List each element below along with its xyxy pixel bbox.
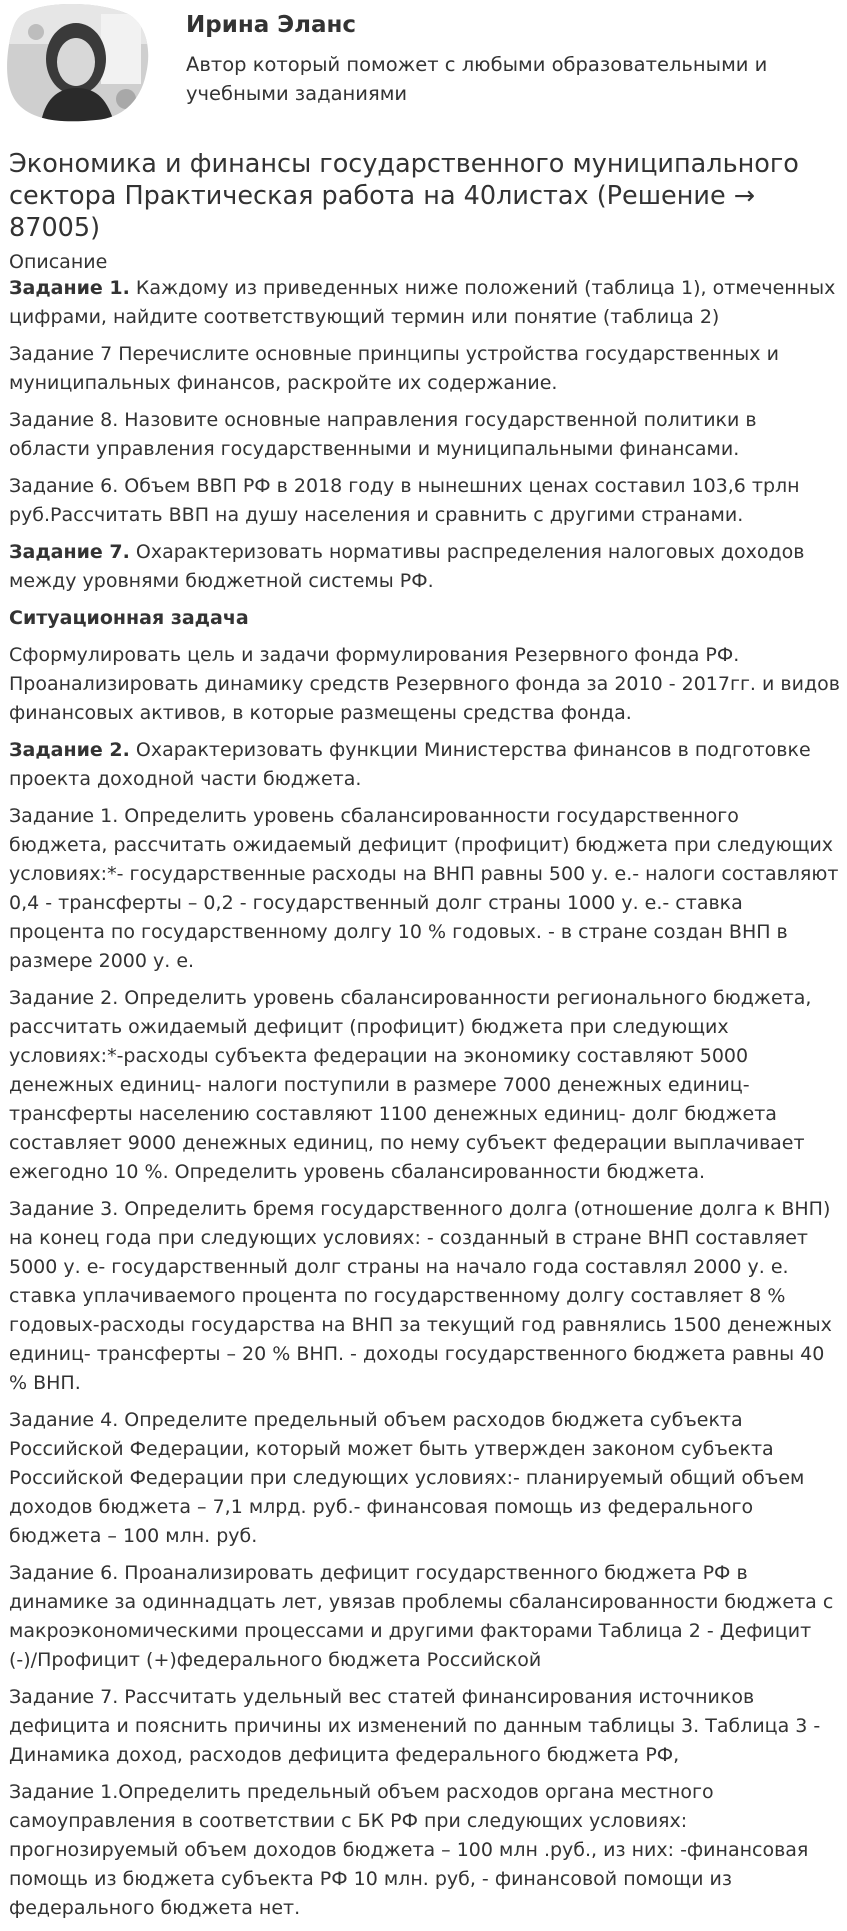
task-paragraph: Задание 8. Назовите основные направления государственной политики в области управления государственными и муниципальными финансами. — [9, 409, 757, 460]
task-paragraph: Задание 7. Охарактеризовать нормативы распределения налоговых доходов между уровнями бюджетной системы РФ. — [9, 541, 805, 592]
author-avatar[interactable] — [6, 4, 151, 122]
task-paragraph: Задание 2. Определить уровень сбалансированности регионального бюджета, рассчитать ожидаемый дефицит (профицит) бюджета при следующих условиях:*-расходы субъекта федерации на экономику составляют 5000 денежных единиц- налоги поступили в размере 7000 денежных единиц- трансферты населению составляют 1100 денежных единиц- долг бюджета составляет 9000 денежных единиц, по нему субъект федерации выплачивает ежегодно 10 %. Определить уровень сбалансированности бюджета. — [9, 987, 812, 1183]
task-paragraph: Задание 7. Рассчитать удельный вес статей финансирования источников дефицита и пояснить причины их изменений по данным таблицы 3. Таблица 3 - Динамика доход, расходов дефицита федерального бюджета РФ, — [9, 1686, 821, 1766]
main-content — [9, 148, 841, 1931]
situational-heading: Ситуационная задача — [9, 607, 249, 629]
situational-text: Сформулировать цель и задачи формулирования Резервного фонда РФ. Проанализировать динамику средств Резервного фонда за 2010 - 2017гг. и видов финансовых активов, в которые размещены средства фонда. — [9, 644, 840, 724]
task-paragraph: Задание 1. Каждому из приведенных ниже положений (таблица 1), отмеченных цифрами, найдите соответствующий термин или понятие (таблица 2) — [9, 277, 836, 328]
task-paragraph: Задание 1.Определить предельный объем расходов органа местного самоуправления в соответствии с БК РФ при следующих условиях: прогнозируемый объем доходов бюджета – 100 млн .руб., из них: -финансовая помощь из бюджета субъекта РФ 10 млн. руб, - финансовой помощи из федерального бюджета нет. — [9, 1781, 809, 1919]
task-paragraph: Задание 6. Объем ВВП РФ в 2018 году в нынешних ценах составил 103,6 трлн руб.Рассчитать ВВП на душу населения и сравнить с другими странами. — [9, 475, 800, 526]
task-paragraph: Задание 7 Перечислите основные принципы устройства государственных и муниципальных финансов, раскройте их содержание. — [9, 343, 779, 394]
task-paragraph: Задание 1. Определить уровень сбалансированности государственного бюджета, рассчитать ожидаемый дефицит (профицит) бюджета при следующих условиях:*- государственные расходы на ВНП равны 500 у. е.- налоги составляют 0,4 - трансферты – 0,2 - государственный долг страны 1000 у. е.- ставка процента по государственному долгу 10 % годовых. - в стране создан ВНП в размере 2000 у. е. — [9, 805, 839, 972]
task-paragraph: Задание 6. Проанализировать дефицит государственного бюджета РФ в динамике за одиннадцать лет, увязав проблемы сбалансированности бюджета с макроэкономическими процессами и другими факторами Таблица 2 - Дефицит (-)/Профицит (+)федерального бюджета Российской — [9, 1562, 834, 1671]
task-paragraph: Задание 2. Охарактеризовать функции Министерства финансов в подготовке проекта доходной части бюджета. — [9, 739, 811, 790]
task-paragraph: Задание 3. Определить бремя государственного долга (отношение долга к ВНП) на конец года при следующих условиях: - созданный в стране ВНП составляет 5000 у. е- государственный долг страны на начало года составлял 2000 у. е. ставка уплачиваемого процента по государственному долгу составляет 8 % годовых-расходы государства на ВНП за текущий год равнялись 1500 денежных единиц- трансферты – 20 % ВНП. - доходы государственного бюджета равны 40 % ВНП. — [9, 1198, 832, 1394]
author-block — [0, 0, 847, 150]
task-paragraph: Задание 4. Определите предельный объем расходов бюджета субъекта Российской Федерации, который может быть утвержден законом субъекта Российской Федерации при следующих условиях:- планируемый общий объем доходов бюджета – 7,1 млрд. руб.- финансовая помощь из федерального бюджета – 100 млн. руб. — [9, 1409, 805, 1547]
author-description: Автор который поможет с любыми образовательными и учебными заданиями — [186, 53, 768, 105]
page-title: Экономика и финансы государственного муниципального сектора Практическая работа на 40листах (Решение → 87005) — [9, 149, 799, 243]
description-label: Описание — [9, 251, 108, 273]
author-name[interactable]: Ирина Эланс — [186, 12, 357, 38]
